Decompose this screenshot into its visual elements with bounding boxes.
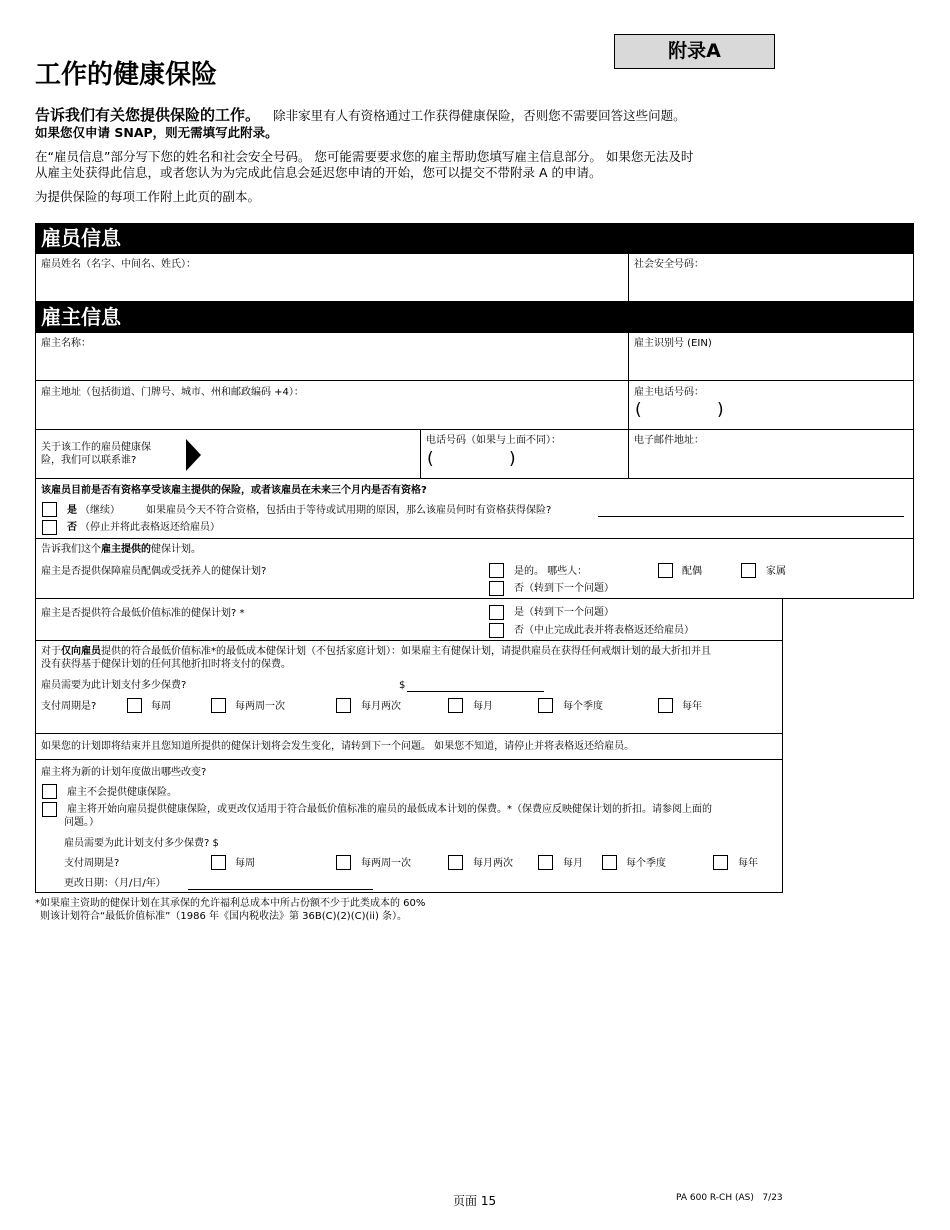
form-id: PA 600 R-CH (AS) 7/23	[676, 1193, 783, 1203]
spouse-label: 配偶	[682, 566, 702, 577]
new-freq-quarterly-checkbox[interactable]	[602, 855, 617, 870]
freq-semimonthly-label: 每月两次	[361, 701, 401, 712]
footnote-line1: *如果雇主资助的健保计划在其承保的允许福利总成本中所占份额不少于此类成本的 60%	[35, 898, 426, 909]
employer-address-field[interactable]	[35, 380, 629, 430]
ein-label: 雇主识别号 (EIN)	[634, 338, 712, 349]
premium-amount-line[interactable]	[407, 691, 544, 692]
arrow-right-icon	[186, 439, 201, 471]
employee-name-field[interactable]	[35, 253, 629, 302]
new-freq-semimonthly-checkbox[interactable]	[448, 855, 463, 870]
premium-dollar: $	[399, 680, 406, 691]
no-offer-label: 雇主不会提供健康保险。	[67, 787, 177, 798]
eligibility-no-note: （停止并将此表格返还给雇员）	[80, 522, 220, 533]
eligibility-no-checkbox[interactable]	[42, 520, 57, 535]
employer-name-label: 雇主名称：	[41, 338, 91, 349]
minimum-no-checkbox[interactable]	[489, 623, 504, 638]
employee-section-header	[35, 223, 914, 253]
new-freq-biweekly-checkbox[interactable]	[336, 855, 351, 870]
plan-changes-block	[35, 759, 783, 893]
employee-section-title: 雇员信息	[41, 226, 121, 250]
spouse-question: 雇主是否提供保障雇员配偶或受抚养人的健保计划?	[41, 566, 267, 577]
eligibility-question: 该雇员目前是否有资格享受该雇主提供的保险，或者该雇员在未来三个月内是否有资格?	[41, 485, 427, 496]
email-field[interactable]	[628, 429, 914, 479]
spouse-no-checkbox[interactable]	[489, 581, 504, 596]
page-title: 工作的健康保险	[35, 60, 218, 90]
phone-paren-open: (	[635, 400, 642, 420]
spouse-no-label: 否（转到下一个问题）	[514, 583, 614, 594]
new-freq-quarterly-label: 每个季度	[626, 858, 666, 869]
start-offer-line1: 雇主将开始向雇员提供健康保险，或更改仅适用于符合最低价值标准的雇员的最低成本计划的保费。*（保费应反映健保计划的折扣。请参阅上面的	[67, 804, 712, 815]
freq-weekly-checkbox[interactable]	[127, 698, 142, 713]
freq-biweekly-checkbox[interactable]	[211, 698, 226, 713]
eligibility-block	[35, 478, 914, 539]
minimum-value-block	[35, 598, 783, 641]
contact-paren-close: )	[509, 449, 516, 469]
employee-only-post: 提供的符合最低价值标准*的最低成本健保计划（不包括家庭计划）：如果雇主有健保计划，请提供雇员在获得任何戒烟计划的最大折扣并且	[101, 646, 711, 657]
footnote-line2: 则该计划符合“最低价值标准”（1986 年《国内税收法》第 36B(C)(2)(C)(ii) 条）。	[40, 911, 408, 922]
appendix-box	[614, 34, 775, 69]
employer-name-field[interactable]	[35, 332, 629, 381]
minimum-value-question: 雇主是否提供符合最低价值标准的健保计划? *	[41, 608, 245, 619]
contact-paren-open: (	[427, 449, 434, 469]
spouse-yes-which: 是的。 哪些人：	[514, 566, 588, 577]
employer-address-label: 雇主地址（包括街道、门牌号、城市、州和邮政编码 +4）：	[41, 387, 304, 398]
employee-only-line2: 没有获得基于健保计划的任何其他折扣时将支付的保费。	[41, 659, 291, 670]
new-freq-annually-label: 每年	[738, 858, 758, 869]
freq-annually-checkbox[interactable]	[658, 698, 673, 713]
dependents-checkbox[interactable]	[741, 563, 756, 578]
intro-lead-bold: 告诉我们有关您提供保险的工作。	[35, 106, 261, 124]
intro-para2: 为提供保险的每项工作附上此页的副本。	[35, 189, 261, 204]
new-freq-weekly-checkbox[interactable]	[211, 855, 226, 870]
page-number: 页面 15	[453, 1194, 497, 1208]
changes-question: 雇主将为新的计划年度做出哪些改变?	[41, 767, 207, 778]
eligibility-yes-checkbox[interactable]	[42, 502, 57, 517]
premium-question: 雇员需要为此计划支付多少保费?	[41, 680, 187, 691]
freq-semimonthly-checkbox[interactable]	[336, 698, 351, 713]
premium-question-2: 雇员需要为此计划支付多少保费? $	[64, 838, 219, 849]
change-note: 如果您的计划即将结束并且您知道所提供的健保计划将会发生变化，请转到下一个问题。 如果您不知道，请停止并将表格返还给雇员。	[41, 741, 635, 752]
plan-intro	[41, 543, 201, 556]
freq-monthly-checkbox[interactable]	[448, 698, 463, 713]
contact-phone-field[interactable]	[420, 429, 629, 479]
new-freq-monthly-label: 每月	[563, 858, 583, 869]
phone-paren-close: )	[717, 400, 724, 420]
no-offer-checkbox[interactable]	[42, 784, 57, 799]
employer-phone-field[interactable]	[628, 380, 914, 430]
start-offer-line2: 问题。）	[64, 817, 99, 828]
ssn-field[interactable]	[628, 253, 914, 302]
frequency-question-2: 支付周期是?	[64, 858, 120, 869]
appendix-label: 附录A	[668, 40, 721, 62]
employer-section-title: 雇主信息	[41, 305, 121, 329]
frequency-question: 支付周期是?	[41, 701, 97, 712]
new-freq-weekly-label: 每周	[235, 858, 255, 869]
freq-annually-label: 每年	[682, 701, 702, 712]
new-freq-monthly-checkbox[interactable]	[538, 855, 553, 870]
plan-intro-pre: 告诉我们这个	[41, 544, 101, 555]
employee-only-bold: 仅向雇员	[61, 646, 101, 657]
change-date-label: 更改日期：（月/日/年）	[64, 878, 166, 889]
freq-monthly-label: 每月	[473, 701, 493, 712]
new-freq-annually-checkbox[interactable]	[713, 855, 728, 870]
employee-only-plan-block	[35, 640, 783, 734]
ein-field[interactable]	[628, 332, 914, 381]
dependents-label: 家属	[766, 566, 786, 577]
change-note-block	[35, 733, 783, 760]
spouse-coverage-block	[35, 538, 914, 599]
ssn-label: 社会安全号码：	[634, 259, 704, 270]
minimum-no-label: 否（中止完成此表并将表格返还给雇员）	[514, 625, 694, 636]
contact-person-field[interactable]	[35, 429, 421, 479]
intro-para1-line2: 从雇主处获得此信息，或者您认为为完成此信息会延迟您申请的开始，您可以提交不带附录 A 的申请。	[35, 165, 602, 180]
new-freq-biweekly-label: 每两周一次	[361, 858, 411, 869]
intro-para1-line1: 在“雇员信息”部分写下您的姓名和社会安全号码。 您可能需要要求您的雇主帮助您填写雇主信息部分。 如果您无法及时	[35, 149, 694, 164]
freq-biweekly-label: 每两周一次	[235, 701, 285, 712]
employee-name-label: 雇员姓名（名字、中间名、姓氏）：	[41, 259, 196, 270]
freq-quarterly-label: 每个季度	[563, 701, 603, 712]
plan-intro-bold: 雇主提供的	[101, 544, 151, 555]
eligibility-yes-note: （继续）	[80, 505, 120, 516]
eligibility-date-line[interactable]	[598, 516, 904, 517]
freq-weekly-label: 每周	[151, 701, 171, 712]
snap-note: 如果您仅申请 SNAP，则无需填写此附录。	[35, 125, 278, 140]
new-freq-semimonthly-label: 每月两次	[473, 858, 513, 869]
contact-label-line1: 关于该工作的雇员健康保	[41, 442, 151, 453]
freq-quarterly-checkbox[interactable]	[538, 698, 553, 713]
employer-phone-label: 雇主电话号码：	[634, 387, 704, 398]
intro-lead	[35, 105, 915, 126]
spouse-yes-checkbox[interactable]	[489, 563, 504, 578]
contact-phone-label: 电话号码（如果与上面不同）：	[426, 435, 561, 446]
eligibility-yes-bold: 是	[67, 505, 77, 516]
start-offer-checkbox[interactable]	[42, 802, 57, 817]
change-date-line[interactable]	[188, 889, 373, 890]
intro-lead-text: 除非家里有人有资格通过工作获得健康保险，否则您不需要回答这些问题。	[273, 108, 686, 123]
eligibility-yes-followup: 如果雇员今天不符合资格，包括由于等待或试用期的原因，那么该雇员何时有资格获得保险?	[146, 505, 552, 516]
contact-label-line2: 险，我们可以联系谁?	[41, 455, 137, 466]
email-label: 电子邮件地址：	[634, 435, 704, 446]
eligibility-no-bold: 否	[67, 522, 77, 533]
spouse-checkbox[interactable]	[658, 563, 673, 578]
employee-only-line1	[41, 645, 711, 658]
employer-section-header	[35, 302, 914, 332]
employee-only-pre: 对于	[41, 646, 61, 657]
minimum-yes-checkbox[interactable]	[489, 605, 504, 620]
minimum-yes-label: 是（转到下一个问题）	[514, 607, 614, 618]
plan-intro-post: 健保计划。	[151, 544, 201, 555]
